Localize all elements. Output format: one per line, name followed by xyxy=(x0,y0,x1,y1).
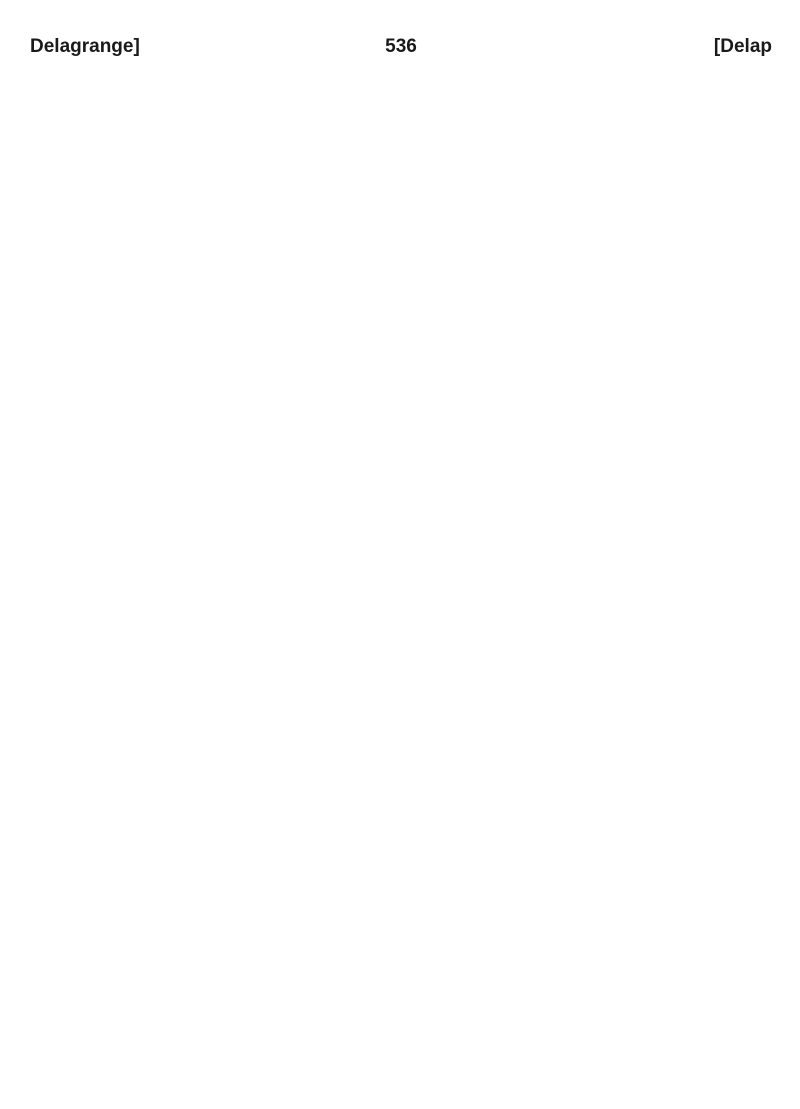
header-left-term: Delagrange] xyxy=(30,36,140,57)
header-right-term: [Delap xyxy=(713,36,772,57)
page-number: 536 xyxy=(385,36,417,57)
running-header xyxy=(30,36,772,70)
